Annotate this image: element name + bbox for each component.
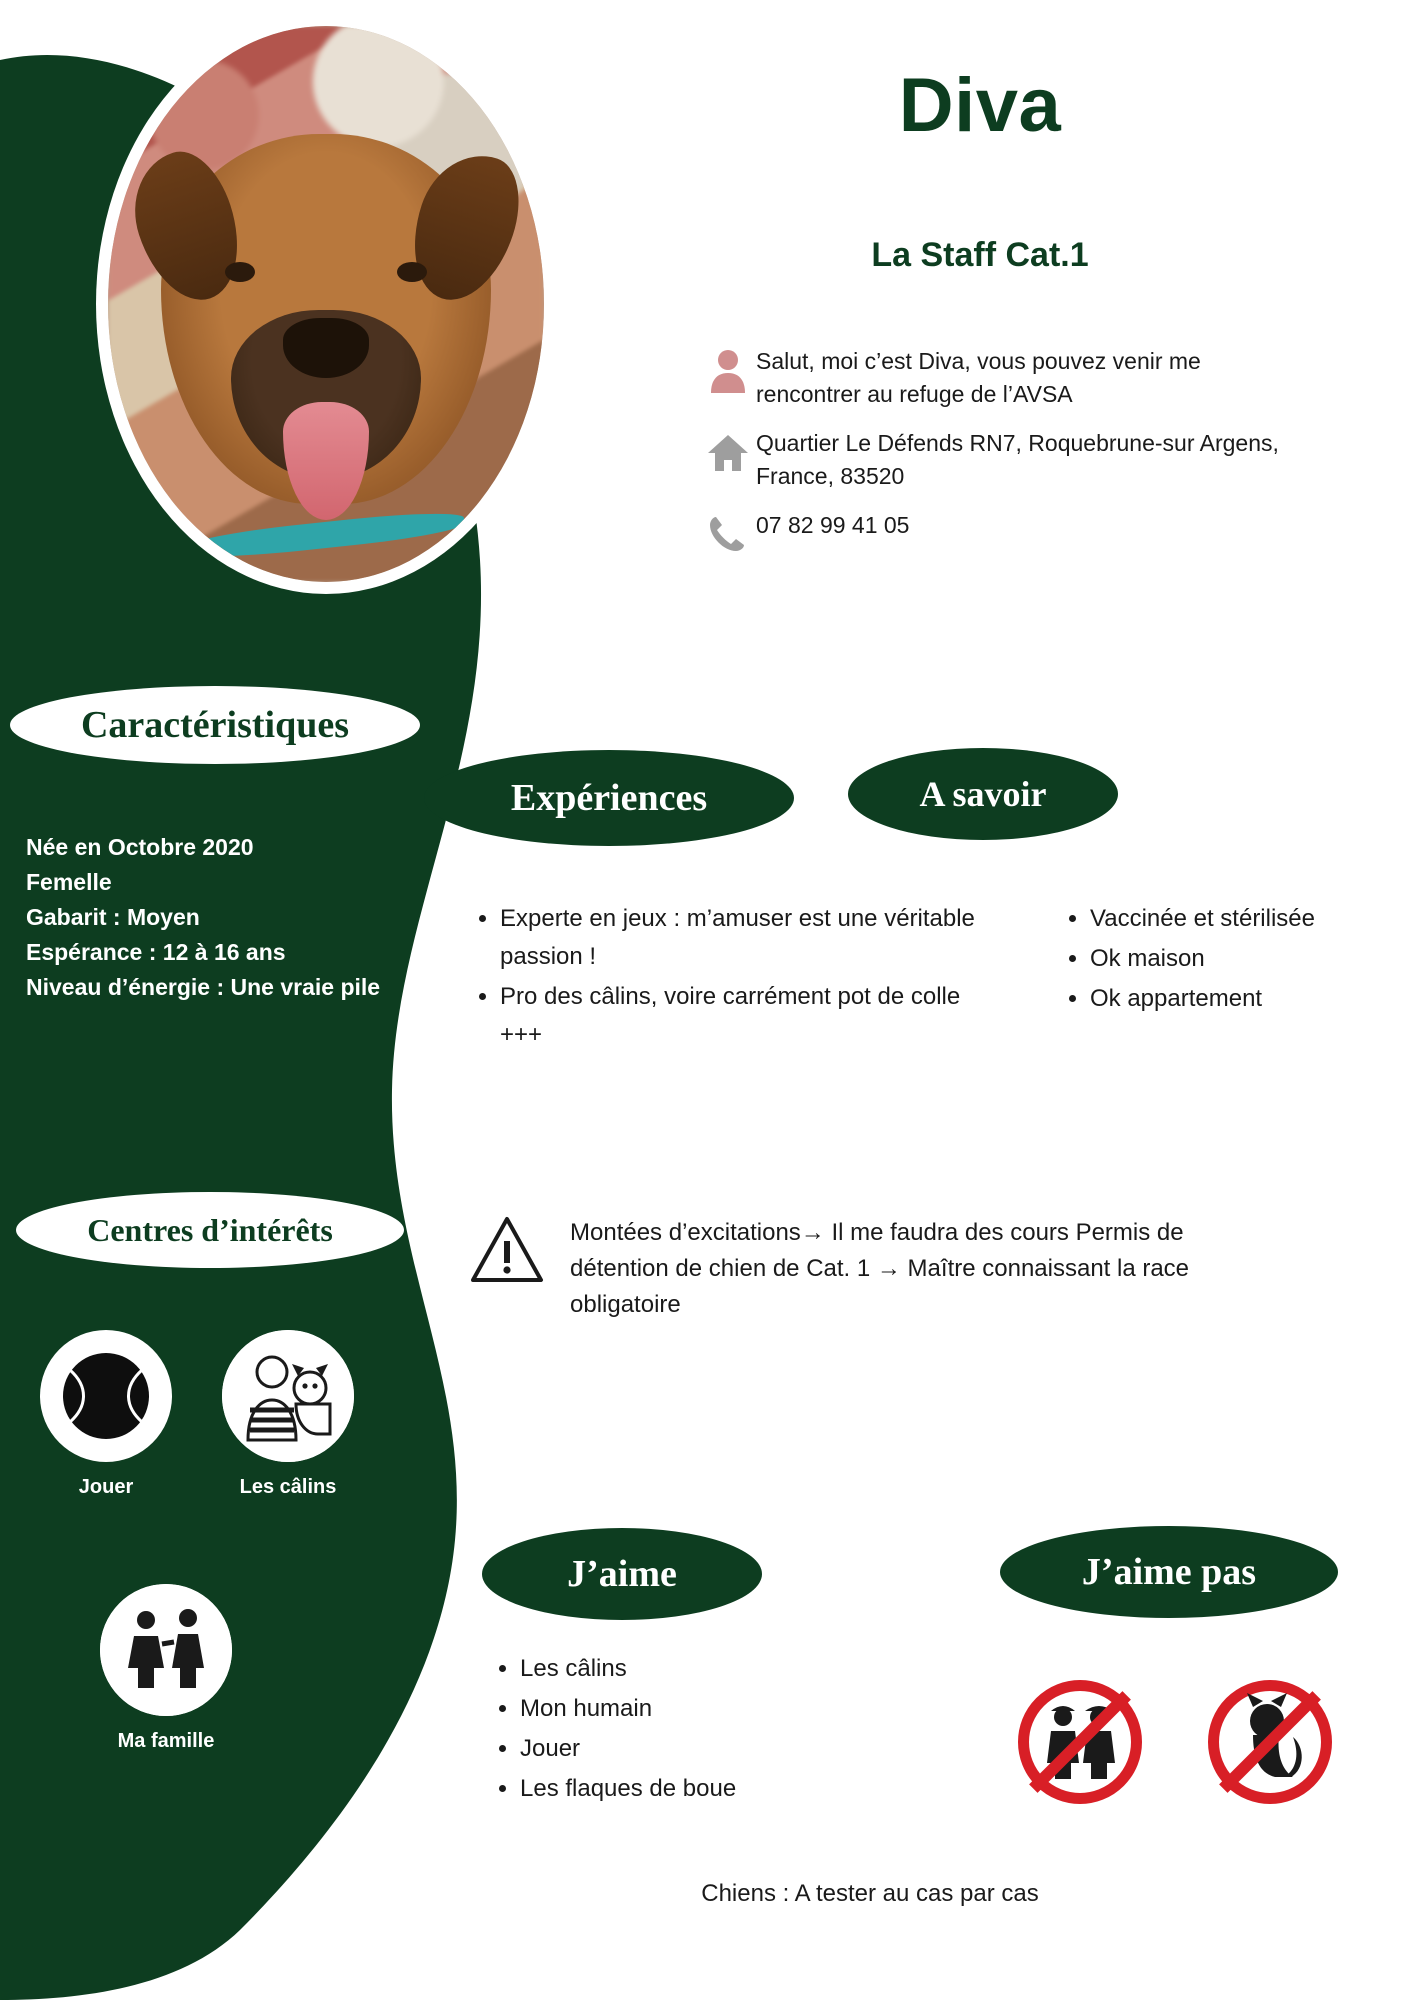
page-subtitle: La Staff Cat.1 [871,236,1089,274]
carac-line-1: Femelle [26,869,112,895]
experiences-item-1: • Pro des câlins, voire carrément pot de colle +++ [500,978,990,1054]
page-title: Diva [898,63,1062,148]
footnote-text: Chiens : A tester au cas par cas [701,1880,1039,1907]
caracteristiques-list [26,830,426,1005]
section-heading-jaime: J’aime [482,1528,762,1620]
carac-line-4: Niveau d’énergie : Une vraie pile [26,974,381,1000]
interest-label-famille: Ma famille [117,1730,215,1752]
hug-icon [222,1330,354,1462]
contact-row-address [700,427,1300,493]
interest-item-calins [218,1330,358,1499]
no-children-icon [1018,1680,1142,1804]
dog-illustration [161,134,491,504]
a-savoir-item-2: • Ok appartement [1090,980,1390,1018]
family-icon [100,1584,232,1716]
section-heading-caracteristiques: Caractéristiques [10,686,420,764]
phone-icon [700,509,756,553]
section-heading-centres-interets: Centres d’intérêts [16,1192,404,1268]
a-savoir-item-0: • Vaccinée et stérilisée [1090,900,1390,938]
warning-text: Montées d’excitations→ Il me faudra des cours Permis de détention de chien de Cat. 1 → Maître connaissant la race obligatoire [570,1219,1190,1318]
section-heading-jaime-pas: J’aime pas [1000,1526,1338,1618]
jaime-item-3: • Les flaques de boue [520,1770,950,1808]
contact-address-text: Quartier Le Défends RN7, Roquebrune-sur Argens, France, 83520 [756,430,1279,489]
pet-photo [96,14,556,594]
jaime-item-0: • Les câlins [520,1650,950,1688]
dog-tongue-icon [283,402,369,520]
no-cat-icon [1208,1680,1332,1804]
ball-icon [40,1330,172,1462]
jaime-list [490,1650,950,1810]
carac-line-3: Espérance : 12 à 16 ans [26,939,286,965]
jaime-item-2: • Jouer [520,1730,950,1768]
contact-row-intro [700,345,1300,411]
jaime-item-1: • Mon humain [520,1690,950,1728]
pet-photo-inner [108,26,544,582]
experiences-list [470,900,990,1056]
interest-item-famille [96,1584,236,1753]
a-savoir-list [1060,900,1390,1020]
section-heading-experiences: Expériences [424,750,794,846]
person-icon [700,345,756,393]
dog-eye-right-icon [397,262,427,282]
contact-row-phone[interactable] [700,509,1300,553]
interest-label-jouer: Jouer [78,1476,134,1498]
carac-line-0: Née en Octobre 2020 [26,834,254,860]
interest-label-calins: Les câlins [239,1476,337,1498]
carac-line-2: Gabarit : Moyen [26,904,200,930]
dog-eye-left-icon [225,262,255,282]
section-heading-a-savoir: A savoir [848,748,1118,840]
home-icon [700,427,756,475]
experiences-item-0: • Experte en jeux : m’amuser est une véritable passion ! [500,900,990,976]
a-savoir-item-1: • Ok maison [1090,940,1390,978]
contact-phone-text: 07 82 99 41 05 [756,512,910,538]
interest-item-jouer [36,1330,176,1499]
contact-block [700,345,1300,569]
contact-intro-text: Salut, moi c’est Diva, vous pouvez venir me rencontrer au refuge de l’AVSA [756,348,1201,407]
warning-block [470,1215,1270,1323]
